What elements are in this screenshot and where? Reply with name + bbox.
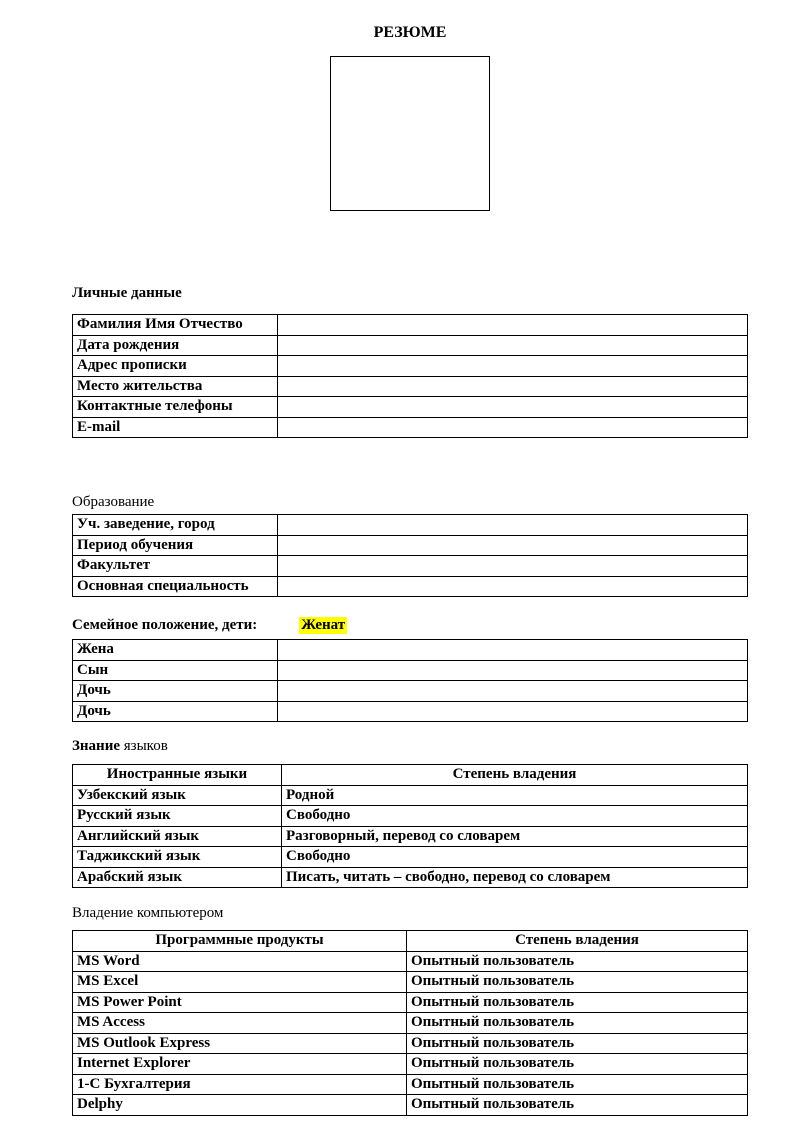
table-row — [73, 515, 748, 536]
software-col-header: Программные продукты — [73, 931, 407, 952]
row-value: Родной — [282, 785, 748, 806]
table-row — [73, 660, 748, 681]
table-row — [73, 951, 748, 972]
row-value — [278, 701, 748, 722]
row-label: Жена — [73, 640, 278, 661]
row-label: Основная специальность — [73, 576, 278, 597]
row-label: MS Excel — [73, 972, 407, 993]
row-label: Фамилия Имя Отчество — [73, 315, 278, 336]
row-value — [278, 315, 748, 336]
row-value: Опытный пользователь — [407, 1074, 748, 1095]
row-label: Узбекский язык — [73, 785, 282, 806]
row-label: Контактные телефоны — [73, 397, 278, 418]
table-row — [73, 417, 748, 438]
row-label: MS Power Point — [73, 992, 407, 1013]
table-header-row — [73, 931, 748, 952]
row-label: Английский язык — [73, 826, 282, 847]
table-row — [73, 972, 748, 993]
row-value: Свободно — [282, 847, 748, 868]
family-table — [72, 639, 748, 722]
row-value: Писать, читать – свободно, перевод со словарем — [282, 867, 748, 888]
languages-heading-rest: языков — [120, 738, 168, 754]
row-value — [278, 556, 748, 577]
row-label: Факультет — [73, 556, 278, 577]
table-row — [73, 356, 748, 377]
row-value — [278, 681, 748, 702]
table-row — [73, 826, 748, 847]
row-value — [278, 535, 748, 556]
table-row — [73, 1013, 748, 1034]
table-row — [73, 335, 748, 356]
row-value: Опытный пользователь — [407, 972, 748, 993]
table-row — [73, 681, 748, 702]
table-row — [73, 376, 748, 397]
education-heading: Образование — [72, 494, 155, 510]
row-label: E-mail — [73, 417, 278, 438]
row-value — [278, 376, 748, 397]
row-label: Сын — [73, 660, 278, 681]
row-label: Адрес прописки — [73, 356, 278, 377]
table-row — [73, 867, 748, 888]
table-row — [73, 1054, 748, 1075]
table-header-row — [73, 765, 748, 786]
row-label: 1-С Бухгалтерия — [73, 1074, 407, 1095]
table-row — [73, 785, 748, 806]
row-value: Опытный пользователь — [407, 1013, 748, 1034]
personal-data-table — [72, 314, 748, 438]
row-value: Опытный пользователь — [407, 1054, 748, 1075]
table-row — [73, 576, 748, 597]
table-row — [73, 701, 748, 722]
table-row — [73, 806, 748, 827]
table-row — [73, 535, 748, 556]
row-value: Разговорный, перевод со словарем — [282, 826, 748, 847]
photo-placeholder — [330, 56, 490, 211]
languages-col-header: Иностранные языки — [73, 765, 282, 786]
table-row — [73, 640, 748, 661]
table-row — [73, 1074, 748, 1095]
table-row — [73, 315, 748, 336]
row-label: Internet Explorer — [73, 1054, 407, 1075]
row-label: Дата рождения — [73, 335, 278, 356]
row-label: MS Word — [73, 951, 407, 972]
row-value: Опытный пользователь — [407, 951, 748, 972]
row-label: Delphy — [73, 1095, 407, 1116]
table-row — [73, 847, 748, 868]
row-value — [278, 397, 748, 418]
row-label: Арабский язык — [73, 867, 282, 888]
table-row — [73, 1033, 748, 1054]
row-label: Место жительства — [73, 376, 278, 397]
row-label: Таджикский язык — [73, 847, 282, 868]
table-row — [73, 992, 748, 1013]
computer-heading: Владение компьютером — [72, 905, 224, 921]
personal-data-heading: Личные данные — [72, 285, 182, 301]
row-value: Опытный пользователь — [407, 992, 748, 1013]
table-row — [73, 1095, 748, 1116]
table-row — [73, 397, 748, 418]
computer-skills-table — [72, 930, 748, 1116]
row-value: Опытный пользователь — [407, 1033, 748, 1054]
family-heading-row — [72, 617, 748, 634]
languages-table — [72, 764, 748, 888]
row-label: Русский язык — [73, 806, 282, 827]
row-label: Дочь — [73, 701, 278, 722]
row-value — [278, 660, 748, 681]
row-value: Опытный пользователь — [407, 1095, 748, 1116]
marital-status-highlight: Женат — [301, 617, 346, 633]
row-label: Уч. заведение, город — [73, 515, 278, 536]
row-label: Дочь — [73, 681, 278, 702]
education-table — [72, 514, 748, 597]
document-title: РЕЗЮМЕ — [373, 24, 447, 41]
languages-heading — [72, 738, 748, 755]
row-value — [278, 515, 748, 536]
row-label: MS Outlook Express — [73, 1033, 407, 1054]
proficiency-col-header: Степень владения — [282, 765, 748, 786]
row-value — [278, 356, 748, 377]
row-label: Период обучения — [73, 535, 278, 556]
family-heading: Семейное положение, дети: — [72, 617, 258, 633]
languages-heading-bold: Знание — [72, 738, 121, 754]
row-value — [278, 417, 748, 438]
row-value: Свободно — [282, 806, 748, 827]
row-value — [278, 576, 748, 597]
row-value — [278, 335, 748, 356]
row-value — [278, 640, 748, 661]
table-row — [73, 556, 748, 577]
proficiency-col-header: Степень владения — [407, 931, 748, 952]
row-label: MS Access — [73, 1013, 407, 1034]
